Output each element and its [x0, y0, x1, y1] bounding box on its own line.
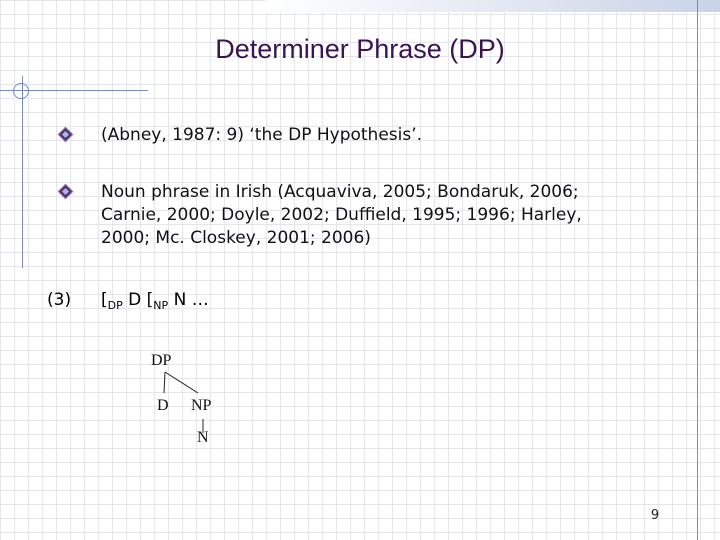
crosshair-circle-icon	[13, 83, 29, 99]
bullet-line: Noun phrase in Irish (Acquaviva, 2005; Bondaruk, 2006;	[101, 182, 579, 202]
syntax-tree	[140, 345, 250, 455]
branch-dp-np	[165, 372, 198, 393]
slide-title: Determiner Phrase (DP)	[215, 34, 505, 64]
subscript-dp: DP	[107, 299, 123, 312]
subscript-np: NP	[153, 299, 169, 312]
crosshair-vertical-line	[22, 76, 23, 268]
tree-node-d: D	[157, 397, 169, 414]
bracket: [	[101, 290, 108, 310]
top-gradient-bar	[265, 0, 720, 12]
tree-node-np: NP	[191, 397, 212, 414]
page-number: 9	[650, 508, 660, 523]
example-bracketing	[101, 290, 209, 312]
bullet-abney: (Abney, 1987: 9) ‘the DP Hypothesis’.	[101, 125, 423, 145]
right-rule	[697, 0, 698, 540]
example-number: (3)	[47, 290, 72, 310]
bullet-line: 2000; Mc. Closkey, 2001; 2006)	[101, 228, 371, 248]
bullet-irish-np	[101, 181, 641, 250]
branch-dp-d	[164, 372, 165, 393]
bracket: [	[146, 290, 154, 310]
diamond-bullet-icon	[58, 127, 74, 143]
tree-node-n: N	[197, 429, 209, 446]
diamond-bullet-icon	[58, 184, 74, 200]
n-label: N …	[168, 290, 209, 310]
tree-node-dp: DP	[151, 352, 172, 369]
bullet-line: Carnie, 2000; Doyle, 2002; Duffield, 1995; 1996; Harley,	[101, 205, 582, 225]
d-label: D	[122, 290, 147, 310]
